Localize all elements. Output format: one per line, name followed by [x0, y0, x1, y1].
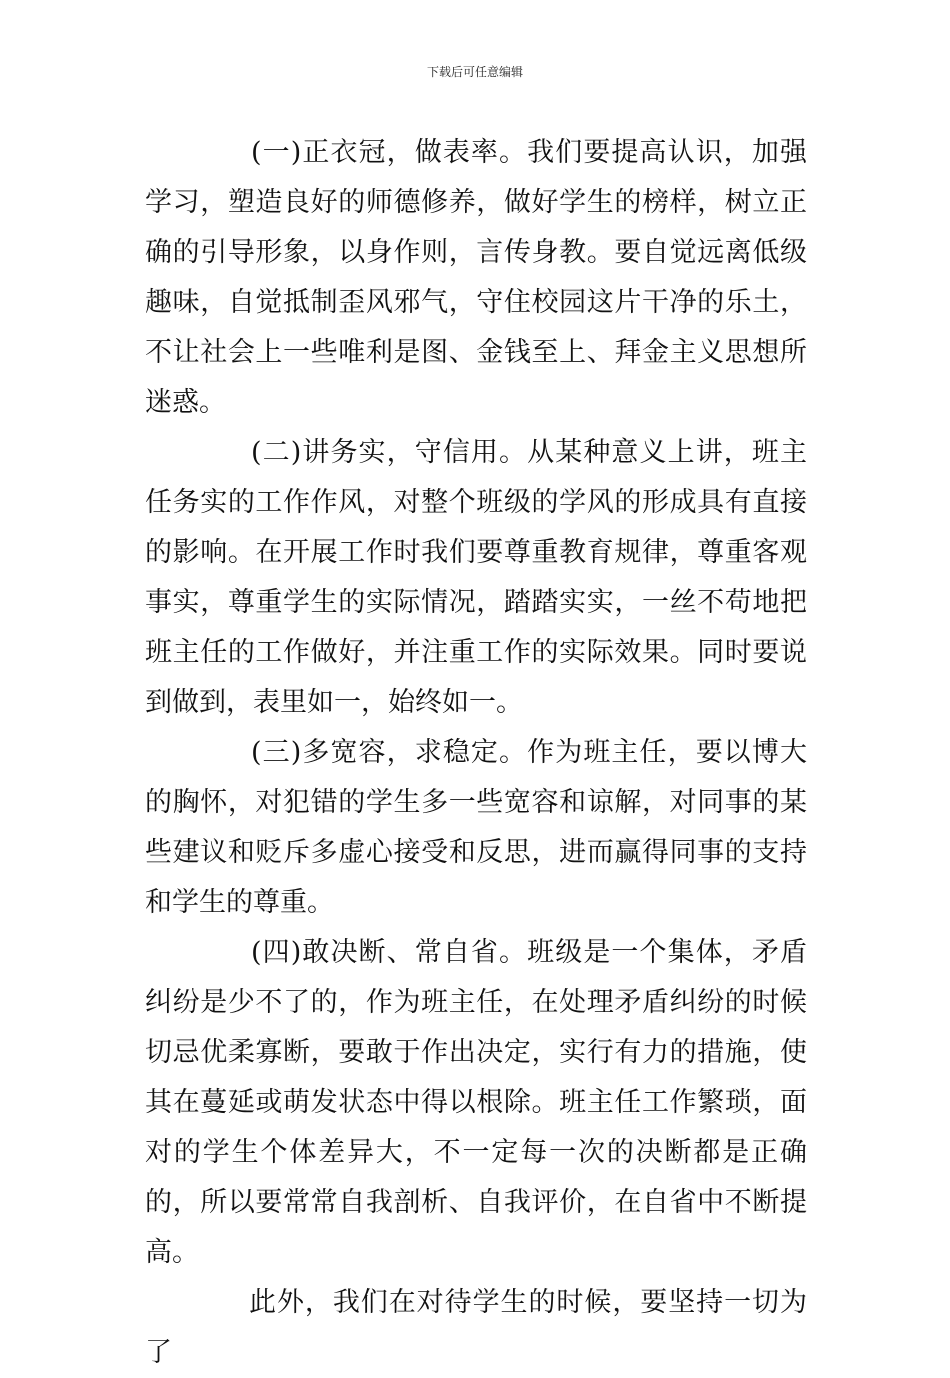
document-body [145, 128, 807, 1378]
paragraph-5: 此外，我们在对待学生的时候，要坚持一切为了 [145, 1287, 807, 1368]
paragraph-3: (三)多宽容，求稳定。作为班主任，要以博大的胸怀，对犯错的学生多一些宽容和谅解，对同事的某些建议和贬斥多虚心接受和反思，进而赢得同事的支持和学生的尊重。 [145, 737, 807, 918]
paragraph-2: (二)讲务实，守信用。从某种意义上讲，班主任务实的工作作风，对整个班级的学风的形成具有直接的影响。在开展工作时我们要尊重教育规律，尊重客观事实，尊重学生的实际情况，踏踏实实，一丝不苟地把班主任的工作做好，并注重工作的实际效果。同时要说到做到，表里如一，始终如一。 [145, 437, 807, 718]
paragraph-4: (四)敢决断、常自省。班级是一个集体，矛盾纠纷是少不了的，作为班主任，在处理矛盾纠纷的时候切忌优柔寡断，要敢于作出决定，实行有力的措施，使其在蔓延或萌发状态中得以根除。班主任工作繁琐，面对的学生个体差异大，不一定每一次的决断都是正确的，所以要常常自我剖析、自我评价，在自省中不断提高。 [145, 937, 807, 1268]
page-header: 下载后可任意编辑 [426, 65, 523, 79]
paragraph-1: (一)正衣冠，做表率。我们要提高认识，加强学习，塑造良好的师德修养，做好学生的榜样，树立正确的引导形象，以身作则，言传身教。要自觉远离低级趣味，自觉抵制歪风邪气，守住校园这片干净的乐土，不让社会上一些唯利是图、金钱至上、拜金主义思想所迷惑。 [145, 137, 807, 418]
